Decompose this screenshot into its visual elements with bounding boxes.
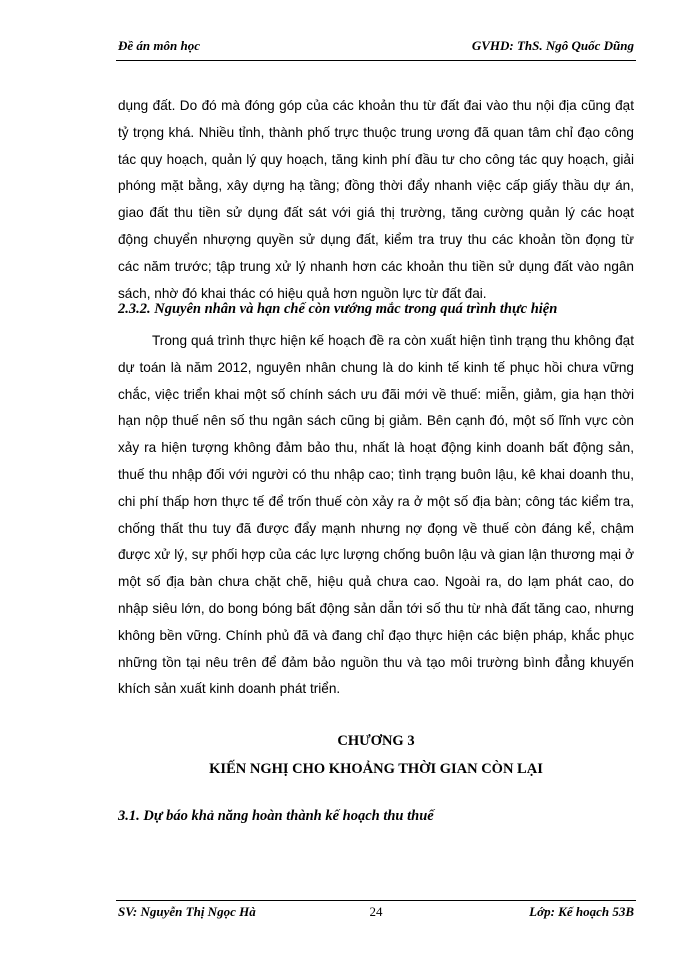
footer-student: SV: Nguyễn Thị Ngọc Hà [118,904,256,919]
header-course-label: Đề án môn học [118,38,200,53]
paragraph-causes-limitations: Trong quá trình thực hiện kế hoạch đề ra còn xuất hiện tình trạng thu không đạt dự toán là năm 2012, nguyên nhân chung là do kinh tế kinh tế phục hồi chưa vững chắc, việc triển khai một số chính sách ưu đãi mới về thuế: miễn, giảm, gia hạn thời hạn nộp thuế nên số thu ngân sách cũng bị giảm. Bên cạnh đó, một số lĩnh vực còn xảy ra hiện tượng không đảm bảo thu, nhất là hoạt động kinh doanh bất động sản, thuế thu nhập đối với người có thu nhập cao; tình trạng buôn lậu, kê khai doanh thu, chi phí thấp hơn thực tế để trốn thuế còn xảy ra ở một số địa bàn; công tác kiểm tra, chống thất thu tuy đã được đẩy mạnh nhưng nợ đọng về thuế còn đáng kể, chậm được xử lý, sự phối hợp của các lực lượng chống buôn lậu và gian lận thương mại ở một số địa bàn chưa chặt chẽ, hiệu quả chưa cao. Ngoài ra, do lạm phát cao, do nhập siêu lớn, do bong bóng bất động sản dẫn tới số thu từ nhà đất tăng cao, nhưng không bền vững. Chính phủ đã và đang chỉ đạo thực hiện các biện pháp, khắc phục những tồn tại nêu trên để đảm bảo nguồn thu và tạo môi trường bình đẳng khuyến khích sản xuất kinh doanh phát triển. [118,333,634,697]
page-footer [118,904,634,924]
chapter-number: CHƯƠNG 3 [337,733,415,749]
paragraph-land-revenue: dụng đất. Do đó mà đóng góp của các khoản thu từ đất đai vào thu nội địa cũng đạt tỷ trọng khá. Nhiều tỉnh, thành phố trực thuộc trung ương đã quan tâm chỉ đạo công tác quy hoạch, quản lý quy hoạch, tăng kinh phí đầu tư cho công tác quy hoạch, giải phóng mặt bằng, xây dựng hạ tầng; đồng thời đẩy nhanh việc cấp giấy thầu dự án, giao đất thu tiền sử dụng đất sát với giá thị trường, tăng cường quản lý các hoạt động chuyển nhượng quyền sử dụng đất, kiểm tra truy thu các khoản tồn đọng từ các năm trước; tập trung xử lý nhanh hơn các khoản thu tiền sử dụng đất vào ngân sách, nhờ đó khai thác có hiệu quả hơn nguồn lực từ đất đai. [118,98,634,301]
footer-divider [116,900,636,901]
page-number: 24 [369,904,383,919]
header-divider [116,60,636,61]
subsection-heading: 2.3.2. Nguyên nhân và hạn chế còn vướng mắc trong quá trình thực hiện [118,301,558,317]
header-instructor: GVHD: ThS. Ngô Quốc Dũng [471,38,634,53]
chapter-title: KIẾN NGHỊ CHO KHOẢNG THỜI GIAN CÒN LẠI [209,761,543,777]
footer-class: Lớp: Kế hoạch 53B [529,904,634,919]
page-header [118,38,634,58]
section-heading: 3.1. Dự báo khả năng hoàn thành kế hoạch thu thuế [118,808,434,824]
